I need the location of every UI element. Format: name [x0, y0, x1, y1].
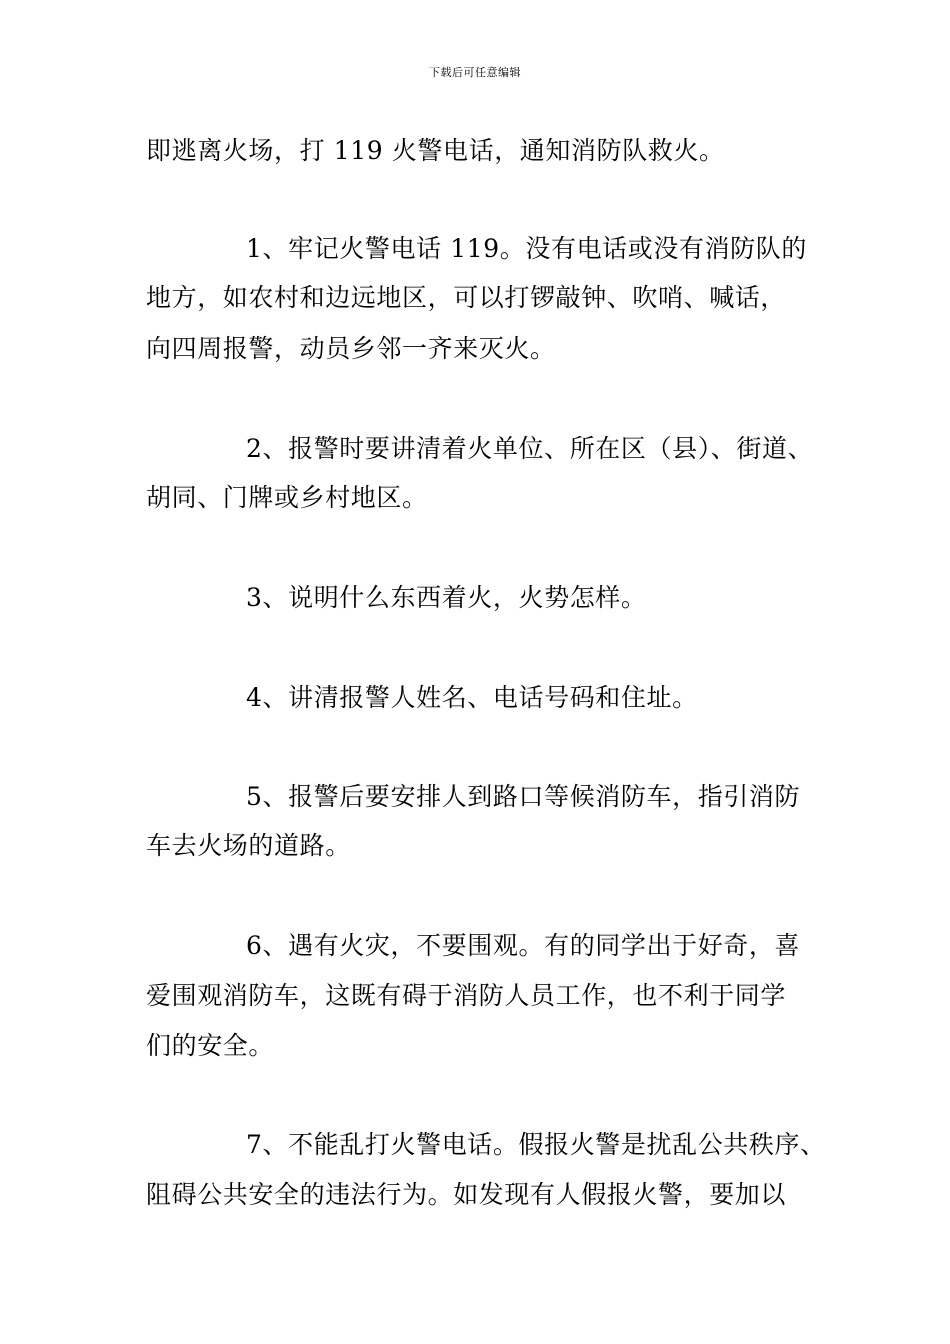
paragraph-line: 4、讲清报警人姓名、电话号码和住址。 — [246, 683, 698, 712]
paragraph-line: 1、牢记火警电话 119。没有电话或没有消防队的 — [246, 234, 807, 263]
paragraph-line: 们的安全。 — [146, 1031, 275, 1060]
paragraph-line: 6、遇有火灾，不要围观。有的同学出于好奇，喜 — [246, 931, 801, 960]
paragraph-line: 即逃离火场，打 119 火警电话，通知消防队救火。 — [146, 136, 725, 165]
paragraph-line: 阻碍公共安全的违法行为。如发现有人假报火警，要加以 — [146, 1180, 787, 1209]
paragraph-line: 车去火场的道路。 — [146, 831, 351, 860]
paragraph-line: 地方，如农村和边远地区，可以打锣敲钟、吹哨、喊话， — [146, 283, 787, 312]
paragraph-line: 3、说明什么东西着火，火势怎样。 — [246, 583, 647, 612]
header-note: 下载后可任意编辑 — [429, 66, 521, 79]
paragraph-line: 2、报警时要讲清着火单位、所在区（县）、街道、 — [246, 434, 814, 463]
paragraph-line: 7、不能乱打火警电话。假报火警是扰乱公共秩序、 — [246, 1130, 826, 1159]
paragraph-line: 5、报警后要安排人到路口等候消防车，指引消防 — [246, 782, 801, 811]
paragraph-line: 胡同、门牌或乡村地区。 — [146, 483, 428, 512]
paragraph-line: 向四周报警，动员乡邻一齐来灭火。 — [146, 334, 556, 363]
paragraph-line: 爱围观消防车，这既有碍于消防人员工作，也不利于同学 — [146, 981, 787, 1010]
